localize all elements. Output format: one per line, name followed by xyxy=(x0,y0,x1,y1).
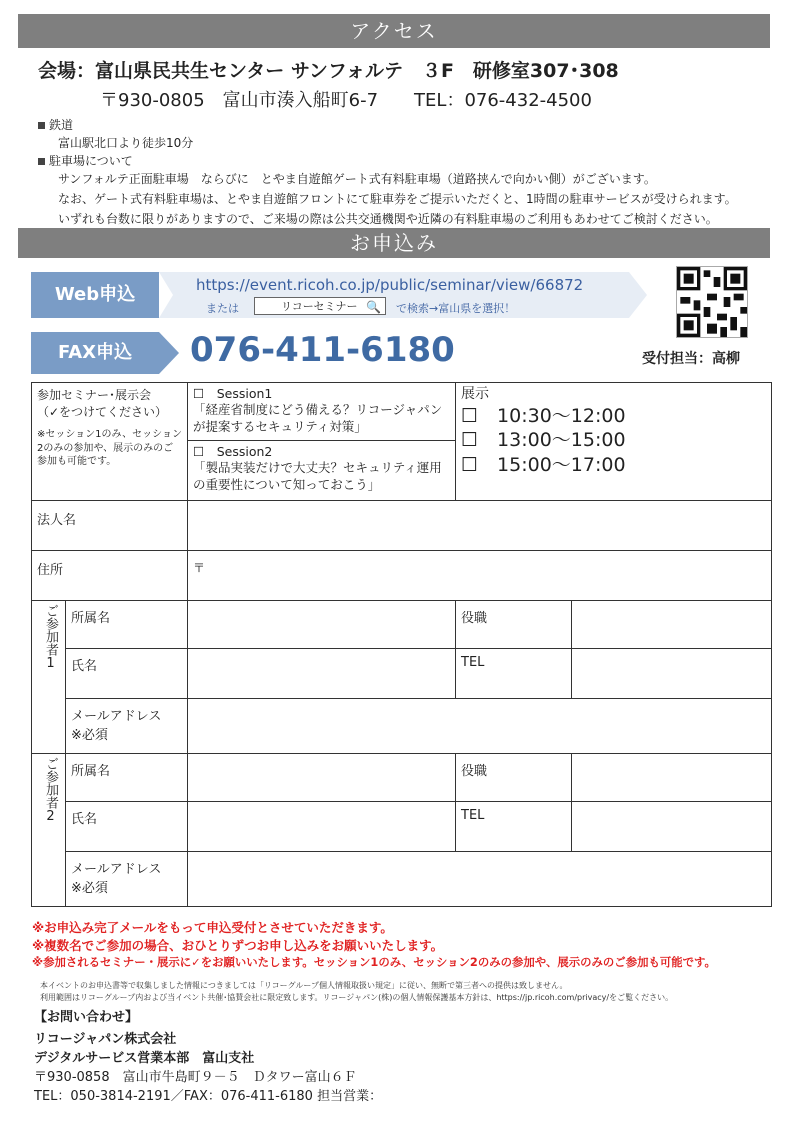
corp-input[interactable] xyxy=(188,501,772,551)
privacy-line-2: 利用範囲はリコーグループ内および当イベント共催･協賛会社に限定致します。リコージャパン(株)の個人情報保護基本方針は、https://jp.ricoh.com/privacy/をご覧ください。 xyxy=(40,993,674,1002)
note-red-2: ※複数名でご参加の場合、おひとりずつお申し込みをお願いいたします。 xyxy=(32,938,444,953)
p2-tel-input[interactable] xyxy=(572,802,772,852)
fax-apply-label: FAX申込 xyxy=(31,332,159,374)
participant1-label: ご参加者1 xyxy=(32,601,66,754)
participant2-label: ご参加者2 xyxy=(32,754,66,907)
session1-desc: 「経産省制度にどう備える？リコージャパンが提案するセキュリティ対策」 xyxy=(193,402,443,434)
contact-company: リコージャパン株式会社 xyxy=(34,1032,177,1047)
venue-text: 会場：富山県民共生センター サンフォルテ ３F 研修室307･308 xyxy=(38,60,619,82)
p2-mail-label: メールアドレス ※必須 xyxy=(66,852,188,907)
search-box-text: リコーセミナー xyxy=(281,300,358,313)
note-red-3: ※参加されるセミナー・展示に✓をお願いいたします。セッション1のみ、セッション2のみの参加や、展示のみのご参加も可能です。 xyxy=(32,955,716,969)
or-text: または xyxy=(206,302,239,315)
search-box xyxy=(254,297,386,315)
address-label: 住所 xyxy=(32,551,188,601)
reception-staff: 受付担当：高柳 xyxy=(642,351,740,367)
contact-division: デジタルサービス営業本部 富山支社 xyxy=(34,1051,255,1066)
fax-number: 076-411-6180 xyxy=(190,330,455,370)
seminar-label-cell xyxy=(32,383,188,501)
exhibit-time-1[interactable]: ☐ 10:30～12:00 xyxy=(461,404,626,427)
rail-text: 富山駅北口より徒歩10分 xyxy=(58,136,194,150)
privacy-line-1: 本イベントのお申込書等で収集しました情報につきましては「リコーグループ個人情報取扱い規定」に従い、無断で第三者への提供は致しません。 xyxy=(40,981,568,990)
p2-mail-input[interactable] xyxy=(188,852,772,907)
p1-tel-input[interactable] xyxy=(572,649,772,699)
fax-arrow xyxy=(159,332,181,374)
p2-title-input[interactable] xyxy=(572,754,772,802)
qr-code-icon xyxy=(676,266,748,338)
contact-tel: TEL：050-3814-2191／FAX：076-411-6180 担当営業： xyxy=(34,1089,383,1104)
p1-name-input[interactable] xyxy=(188,649,456,699)
p2-dept-label: 所属名 xyxy=(66,754,188,802)
rail-label-row xyxy=(38,116,73,133)
parking-label-row xyxy=(38,152,133,169)
p1-tel-label: TEL xyxy=(456,649,572,699)
session1-checkbox[interactable]: ☐ Session1 xyxy=(193,386,273,401)
exhibit-time-3[interactable]: ☐ 15:00～17:00 xyxy=(461,453,626,476)
address-input[interactable] xyxy=(188,551,772,601)
postal-mark: 〒 xyxy=(193,561,206,575)
session2-desc: 「製品実装だけで大丈夫？セキュリティ運用の重要性について知っておこう」 xyxy=(193,460,442,492)
apply-header: お申込み xyxy=(18,228,770,258)
parking-line-2: なお、ゲート式有料駐車場は、とやま自遊館フロントにて駐車券をご提示いただくと、1時間の駐車サービスが受けられます。 xyxy=(58,192,737,206)
search-icon: 🔍 xyxy=(366,300,381,314)
bullet-icon xyxy=(38,158,45,165)
session2-checkbox[interactable]: ☐ Session2 xyxy=(193,444,273,459)
p1-mail-input[interactable] xyxy=(188,699,772,754)
exhibit-title: 展示 xyxy=(461,386,489,402)
session2-cell[interactable] xyxy=(188,441,456,501)
parking-line-3: いずれも台数に限りがありますので、ご来場の際は公共交通機関や近隣の有料駐車場のご利用もあわせてご検討ください。 xyxy=(58,212,718,226)
p2-name-input[interactable] xyxy=(188,802,456,852)
p1-title-input[interactable] xyxy=(572,601,772,649)
contact-header: 【お問い合わせ】 xyxy=(34,1010,139,1025)
p2-tel-label: TEL xyxy=(456,802,572,852)
p2-title-label: 役職 xyxy=(456,754,572,802)
web-apply-label: Web申込 xyxy=(31,272,159,318)
p1-title-label: 役職 xyxy=(456,601,572,649)
application-form xyxy=(31,382,772,907)
parking-line-1: サンフォルテ正面駐車場 ならびに とやま自遊館ゲート式有料駐車場（道路挟んで向かい側）がございます。 xyxy=(58,172,656,186)
exhibit-cell xyxy=(456,383,772,501)
p1-dept-label: 所属名 xyxy=(66,601,188,649)
contact-address: 〒930-0858 富山市牛島町９－５ Ｄタワー富山６Ｆ xyxy=(34,1070,357,1085)
seminar-label: 参加セミナー･展示会 （✓をつけてください） xyxy=(37,388,168,419)
p1-mail-label: メールアドレス ※必須 xyxy=(66,699,188,754)
bullet-icon xyxy=(38,122,45,129)
venue-address: 〒930-0805 富山市湊入船町6-7 TEL：076-432-4500 xyxy=(100,90,592,111)
parking-label: 駐車場について xyxy=(49,154,133,168)
search-suffix: で検索→富山県を選択！ xyxy=(396,302,516,315)
p2-name-label: 氏名 xyxy=(66,802,188,852)
exhibit-time-2[interactable]: ☐ 13:00～15:00 xyxy=(461,429,626,452)
corp-label: 法人名 xyxy=(32,501,188,551)
seminar-note: ※セッション1のみ、セッション2のみの参加や、展示のみのご参加も可能です。 xyxy=(37,429,182,467)
rail-label: 鉄道 xyxy=(49,118,74,132)
p2-dept-input[interactable] xyxy=(188,754,456,802)
access-header: アクセス xyxy=(18,14,770,48)
note-red-1: ※お申込み完了メールをもって申込受付とさせていただきます。 xyxy=(32,920,393,935)
web-url-link[interactable]: https://event.ricoh.co.jp/public/seminar/view/66872 xyxy=(196,276,584,294)
session1-cell[interactable] xyxy=(188,383,456,441)
p1-dept-input[interactable] xyxy=(188,601,456,649)
p1-name-label: 氏名 xyxy=(66,649,188,699)
